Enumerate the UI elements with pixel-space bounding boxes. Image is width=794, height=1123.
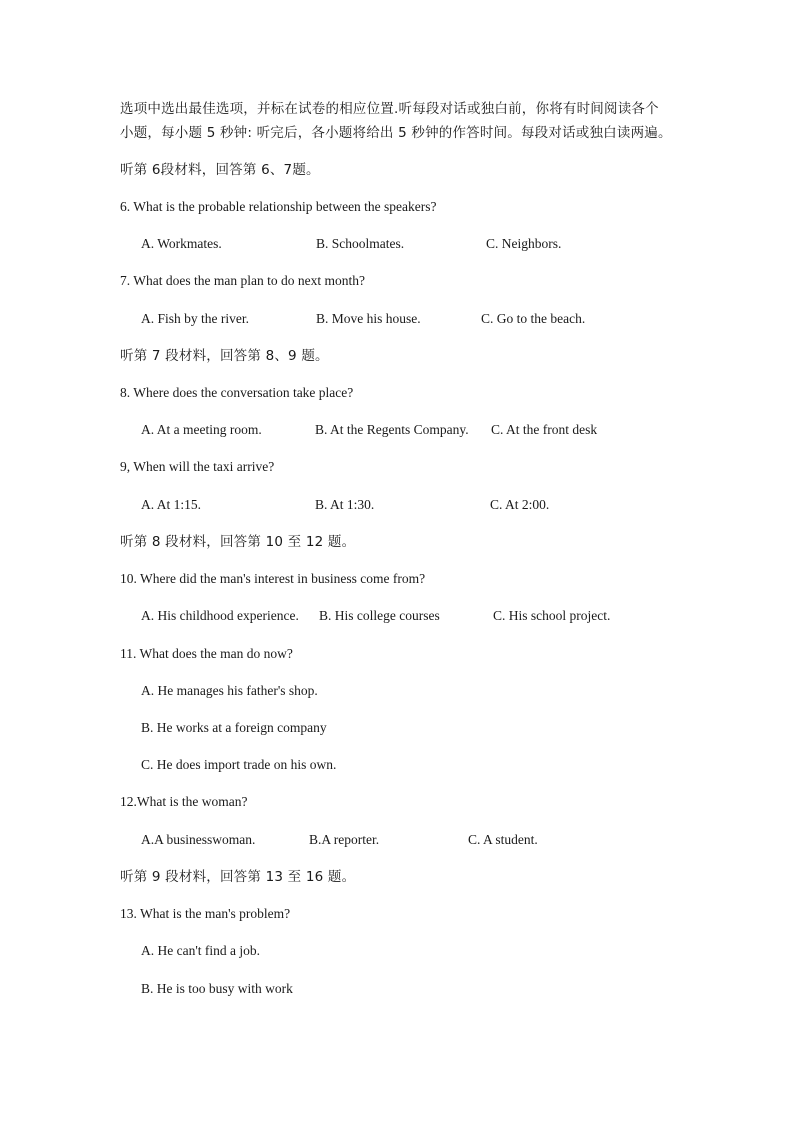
option-10a: A. His childhood experience. [141,608,299,623]
option-7a: A. Fish by the river. [141,311,249,326]
option-12b: B.A reporter. [309,832,380,847]
option-12a: A.A businesswoman. [141,832,256,847]
option-9a: A. At 1:15. [141,497,202,512]
option-11c: C. He does import trade on his own. [141,757,337,772]
option-6a: A. Workmates. [141,236,222,251]
option-7b: B. Move his house. [316,311,421,326]
option-10b: B. His college courses [319,608,440,623]
intro-line-2: 小题，每小题 5 秒钟: 听完后，各小题将给出 5 秒钟的作答时间。每段对话或独白读两遍。 [120,125,672,141]
section-heading: 听第 8 段材料，回答第 10 至 12 题。 [120,534,356,550]
option-6b: B. Schoolmates. [316,236,405,251]
question-6: 6. What is the probable relationship between the speakers? [120,199,437,214]
intro-line-1: 选项中选出最佳选项，并标在试卷的相应位置.听每段对话或独白前，你将有时间阅读各个 [120,101,659,117]
option-8b: B. At the Regents Company. [315,422,469,437]
option-8c: C. At the front desk [491,422,598,437]
option-11b: B. He works at a foreign company [141,720,327,735]
option-9b: B. At 1:30. [315,497,375,512]
option-6c: C. Neighbors. [486,236,562,251]
section-heading: 听第 7 段材料，回答第 8、9 题。 [120,348,329,364]
question-8: 8. Where does the conversation take place? [120,385,354,400]
section-heading: 听第 6段材料，回答第 6、7题。 [120,162,320,178]
option-13a: A. He can't find a job. [141,943,261,958]
option-12c: C. A student. [468,832,538,847]
question-9: 9, When will the taxi arrive? [120,459,275,474]
option-7c: C. Go to the beach. [481,311,586,326]
question-12: 12.What is the woman? [120,794,248,809]
section-heading: 听第 9 段材料，回答第 13 至 16 题。 [120,869,356,885]
question-10: 10. Where did the man's interest in business come from? [120,571,426,586]
option-10c: C. His school project. [493,608,611,623]
question-11: 11. What does the man do now? [120,646,293,661]
option-8a: A. At a meeting room. [141,422,262,437]
option-11a: A. He manages his father's shop. [141,683,318,698]
question-7: 7. What does the man plan to do next month? [120,273,365,288]
option-9c: C. At 2:00. [490,497,550,512]
question-13: 13. What is the man's problem? [120,906,291,921]
option-13b: B. He is too busy with work [141,981,293,996]
